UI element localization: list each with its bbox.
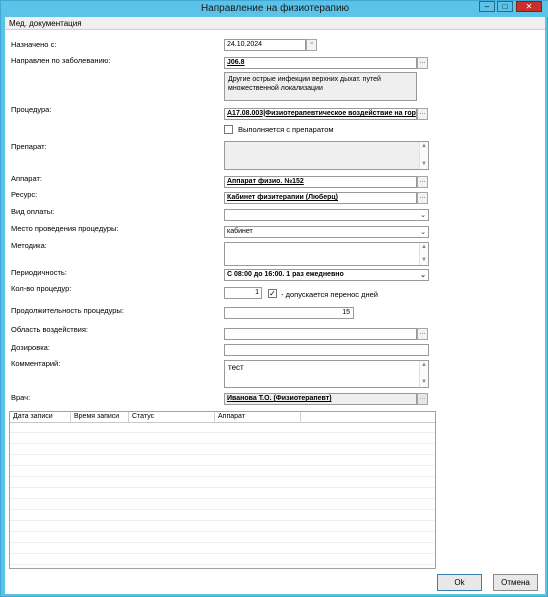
drug-scrollbar[interactable] [419, 142, 428, 169]
scroll-up-icon[interactable]: ▲ [421, 244, 427, 250]
periodicity-value: С 08:00 до 16:00. 1 раз ежедневно [227, 271, 344, 278]
comment-field[interactable] [224, 360, 429, 388]
comment-scrollbar[interactable] [419, 361, 428, 387]
scroll-down-icon[interactable]: ▼ [421, 257, 427, 263]
diagnosis-label: Направлен по заболеванию: [11, 56, 111, 65]
with-drug-checkbox[interactable] [224, 125, 233, 134]
doctor-input[interactable]: Иванова Т.О. (Физиотерапевт) [224, 393, 417, 405]
table-row[interactable] [10, 533, 435, 543]
area-label: Область воздействия: [11, 325, 89, 334]
method-field[interactable] [224, 242, 429, 266]
doctor-select-button[interactable]: ... [417, 393, 428, 405]
resource-input[interactable]: Кабинет физитерапии (Люберц) [224, 192, 417, 204]
payment-type-select[interactable] [224, 209, 429, 221]
method-label: Методика: [11, 241, 47, 250]
table-row[interactable] [10, 500, 435, 510]
resource-label: Ресурс: [11, 190, 38, 199]
transfer-checkbox[interactable]: ✓ [269, 289, 276, 298]
table-row[interactable] [10, 555, 435, 565]
count-label: Кол-во процедур: [11, 284, 72, 293]
column-header-apparatus[interactable]: Аппарат [218, 413, 245, 420]
method-scrollbar[interactable] [419, 243, 428, 265]
column-divider[interactable] [300, 412, 301, 423]
table-row[interactable] [10, 467, 435, 477]
window-title: Направление на физиотерапию [200, 3, 350, 14]
column-divider[interactable] [214, 412, 215, 423]
dialog-client [5, 17, 545, 594]
apparatus-label: Аппарат: [11, 174, 42, 183]
diagnosis-select-button[interactable]: ... [417, 57, 428, 69]
scroll-down-icon[interactable]: ▼ [421, 161, 427, 167]
dosage-label: Дозировка: [11, 343, 50, 352]
close-button[interactable]: ✕ [516, 1, 542, 12]
procedure-input[interactable]: A17.08.003|Физиотерапевтическое воздействие на гор [224, 108, 417, 120]
area-input[interactable] [224, 328, 417, 340]
table-row[interactable] [10, 423, 435, 433]
apparatus-select-button[interactable]: ... [417, 176, 428, 188]
scroll-up-icon[interactable]: ▲ [421, 143, 427, 149]
table-row[interactable] [10, 544, 435, 554]
resource-select-button[interactable]: ... [417, 192, 428, 204]
comment-label: Комментарий: [11, 359, 61, 368]
diagnosis-code-input[interactable]: J06.8 [224, 57, 417, 69]
duration-label: Продолжительность процедуры: [11, 306, 124, 315]
assigned-from-label: Назначено с: [11, 40, 57, 49]
procedure-label: Процедура: [11, 105, 52, 114]
chevron-down-icon[interactable]: ⌄ [420, 272, 426, 279]
apparatus-input[interactable]: Аппарат физио. №152 [224, 176, 417, 188]
payment-type-label: Вид оплаты: [11, 207, 55, 216]
chevron-down-icon[interactable]: ⌄ [420, 212, 426, 219]
table-row[interactable] [10, 489, 435, 499]
table-row[interactable] [10, 456, 435, 466]
column-divider[interactable] [128, 412, 129, 423]
place-value: кабинет [227, 228, 253, 235]
transfer-label: - допускается перенос дней [281, 290, 378, 299]
title-bar[interactable] [1, 1, 548, 17]
diagnosis-description [224, 72, 417, 101]
diagnosis-description-text: Другие острые инфекции верхних дыхат. путей множественной локализации [228, 76, 381, 92]
column-header-date[interactable]: Дата записи [13, 413, 53, 420]
calendar-button[interactable]: ▫ [306, 39, 317, 51]
doctor-label: Врач: [11, 393, 31, 402]
column-header-time[interactable]: Время записи [74, 413, 120, 420]
ok-button[interactable]: Ok [437, 574, 482, 591]
table-row[interactable] [10, 511, 435, 521]
duration-input[interactable]: 15 [224, 307, 354, 319]
dosage-input[interactable] [224, 344, 429, 356]
table-row[interactable] [10, 434, 435, 444]
drug-field[interactable] [224, 141, 429, 170]
assigned-from-date-input[interactable]: 24.10.2024 [224, 39, 306, 51]
drug-label: Препарат: [11, 142, 47, 151]
appointments-table[interactable] [9, 411, 436, 569]
scroll-up-icon[interactable]: ▲ [421, 362, 427, 368]
tab-med-documentation[interactable]: Мед. документация [9, 19, 82, 28]
tab-bar [5, 17, 545, 30]
maximize-button[interactable]: □ [497, 1, 513, 12]
place-label: Место проведения процедуры: [11, 224, 119, 233]
cancel-button[interactable]: Отмена [493, 574, 538, 591]
table-row[interactable] [10, 522, 435, 532]
table-row[interactable] [10, 445, 435, 455]
comment-field-text: тест [228, 363, 244, 372]
area-select-button[interactable]: ... [417, 328, 428, 340]
table-header [10, 412, 435, 423]
column-divider[interactable] [70, 412, 71, 423]
periodicity-select[interactable] [224, 269, 429, 281]
chevron-down-icon[interactable]: ⌄ [420, 229, 426, 236]
count-input[interactable]: 1 [224, 287, 262, 299]
periodicity-label: Периодичность: [11, 268, 67, 277]
column-header-status[interactable]: Статус [132, 413, 155, 420]
scroll-down-icon[interactable]: ▼ [421, 379, 427, 385]
with-drug-label: Выполняется с препаратом [238, 125, 334, 134]
minimize-button[interactable]: – [479, 1, 495, 12]
place-select[interactable] [224, 226, 429, 238]
table-row[interactable] [10, 478, 435, 488]
procedure-select-button[interactable]: ... [417, 108, 428, 120]
